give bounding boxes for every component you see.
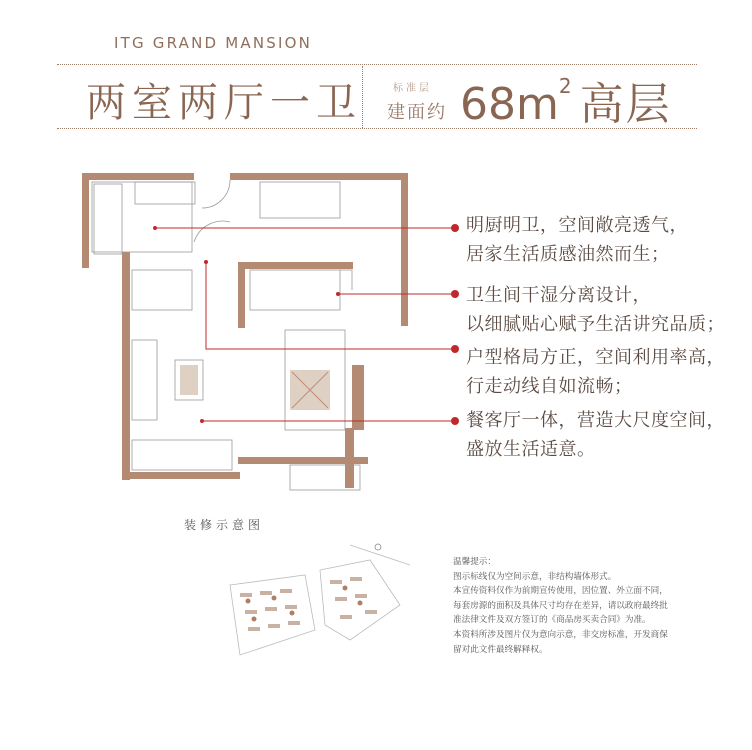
site-key-plan [200, 535, 430, 665]
feature-item: 户型格局方正，空间利用率高， 行走动线自如流畅； [466, 347, 725, 397]
notice-block [453, 555, 728, 657]
feature-item: 卫生间干湿分离设计， 以细腻贴心赋予生活讲究品质； [466, 285, 725, 335]
compass-icon [375, 544, 381, 550]
notice-line: 留对此文件最终解释权。 [453, 644, 548, 655]
notice-line: 准法律文件及双方签订的《商品房买卖合同》为准。 [453, 615, 651, 626]
notice-line: 本宣传资料仅作为前期宣传使用，因位置、外立面不同， [453, 586, 668, 597]
feature-item: 餐客厅一体，营造大尺度空间， 盛放生活适意。 [466, 410, 725, 460]
marker-dot [451, 290, 459, 298]
feature-item: 明厨明卫，空间敞亮透气， 居家生活质感油然而生； [466, 215, 688, 265]
marker-dot [451, 345, 459, 353]
notice-title: 温馨提示： [453, 557, 496, 567]
area-label: 建面约 [387, 102, 447, 123]
floor-standard-label: 标准层 [393, 83, 432, 94]
area-value: $68m^2$ 高层 [460, 74, 672, 130]
brand-name: ITG GRAND MANSION [114, 34, 313, 52]
notice-line: 每套房源的面积及具体尺寸均存在差异，请以政府最终批 [453, 600, 668, 611]
floorplan-caption: 装修示意图 [184, 518, 265, 532]
marker-dot [451, 417, 459, 425]
layout-title: 两室两厅一卫 [86, 80, 362, 126]
marker-dot [451, 224, 459, 232]
notice-line: 图示标线仅为空间示意，非结构墙体形式。 [453, 571, 617, 582]
notice-line: 本资料所涉及图片仅为意向示意，非交房标准，开发商保 [453, 629, 668, 640]
